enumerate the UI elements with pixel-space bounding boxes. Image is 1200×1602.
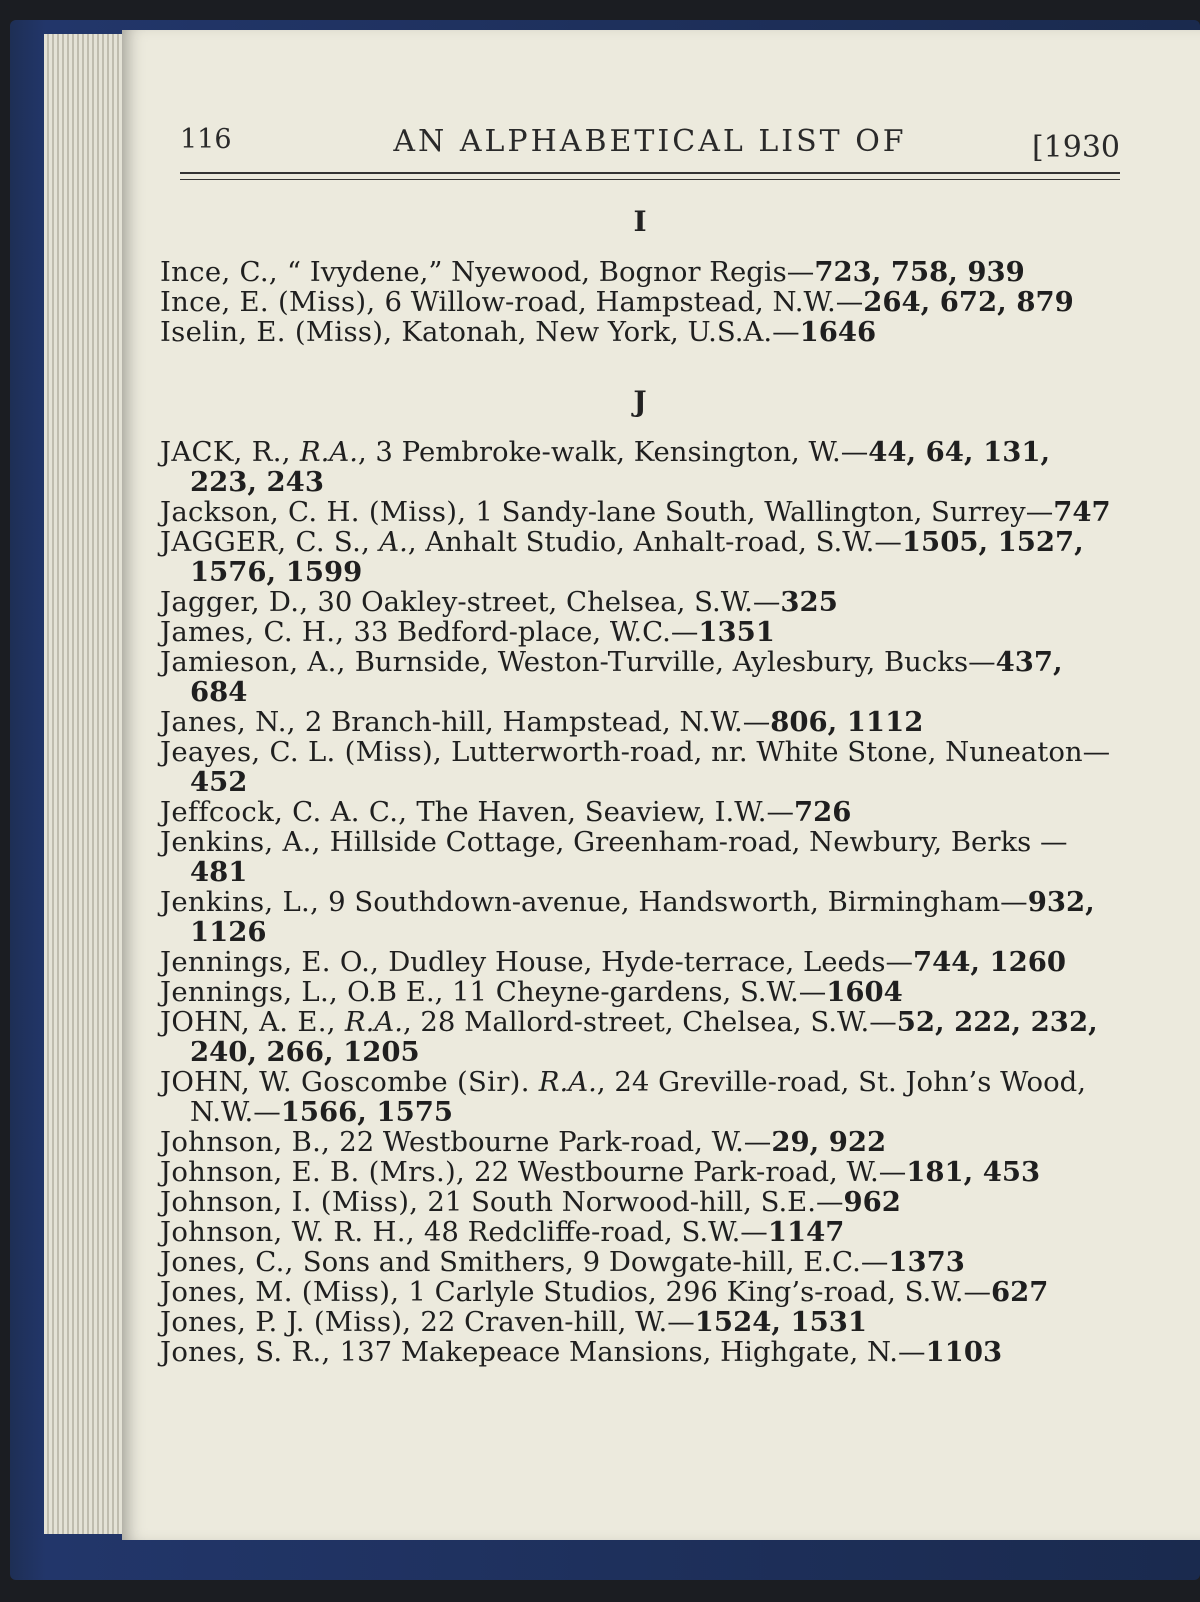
entry-address: O.B E., 11 Cheyne-gardens, S.W.— bbox=[347, 976, 827, 1008]
entry-address: Katonah, New York, U.S.A.— bbox=[401, 316, 800, 348]
entry-name: Ince, E. (Miss), bbox=[160, 286, 385, 318]
list-entry bbox=[160, 737, 1120, 797]
entry-address: 22 Craven-hill, W.— bbox=[420, 1306, 695, 1338]
entry-name: Jeayes, C. L. (Miss), bbox=[160, 736, 452, 768]
entry-refs: 747 bbox=[1053, 496, 1111, 528]
entry-list bbox=[160, 257, 1120, 347]
entry-name: Ince, C., bbox=[160, 256, 288, 288]
entry-refs: 744, 1260 bbox=[912, 946, 1067, 978]
entry-title: R.A. bbox=[538, 1066, 597, 1098]
entry-name: Jennings, L., bbox=[160, 976, 348, 1008]
entry-refs: 1147 bbox=[767, 1216, 845, 1248]
page-edges bbox=[44, 34, 130, 1534]
entry-address: 1 Sandy-lane South, Wallington, Surrey— bbox=[475, 496, 1054, 528]
entry-address: 21 South Norwood-hill, S.E.— bbox=[427, 1186, 844, 1218]
entry-name: JOHN, A. E., bbox=[160, 1006, 345, 1038]
list-entry bbox=[160, 887, 1120, 947]
entry-name: Jagger, D., bbox=[160, 586, 318, 618]
entry-name: JOHN, W. Goscombe (Sir). bbox=[160, 1066, 539, 1098]
section-letter: I bbox=[633, 205, 647, 238]
entry-address: 48 Redcliffe-road, S.W.— bbox=[423, 1216, 768, 1248]
list-entry bbox=[160, 1187, 1120, 1217]
entry-address: , 24 Greville-road, St. John’s Wood, N.W.— bbox=[190, 1066, 1086, 1128]
entry-title: A. bbox=[379, 526, 408, 558]
entry-name: Janes, N., bbox=[160, 706, 305, 738]
entry-name: Jones, S. R., bbox=[160, 1336, 340, 1368]
entry-name: Jenkins, L., bbox=[160, 886, 329, 918]
entry-refs: 726 bbox=[793, 796, 852, 828]
list-entry bbox=[160, 647, 1120, 707]
entry-name: Johnson, W. R. H., bbox=[160, 1216, 424, 1248]
entry-address: 137 Makepeace Mansions, Highgate, N.— bbox=[339, 1336, 926, 1368]
entry-name: James, C. H., bbox=[160, 616, 354, 648]
entry-refs: 1524, 1531 bbox=[694, 1306, 868, 1338]
entry-refs: 1351 bbox=[698, 616, 775, 648]
list-entry bbox=[160, 287, 1120, 317]
entry-name: Johnson, B., bbox=[160, 1126, 340, 1158]
entry-address: The Haven, Seaview, I.W.— bbox=[416, 796, 794, 828]
list-entry bbox=[160, 947, 1120, 977]
entry-name: Johnson, E. B. (Mrs.), bbox=[160, 1156, 475, 1188]
section-j bbox=[160, 385, 1120, 1367]
list-entry bbox=[160, 527, 1120, 587]
entry-name: Jamieson, A., bbox=[160, 646, 355, 678]
entry-refs: 962 bbox=[843, 1186, 901, 1218]
list-entry bbox=[160, 1217, 1120, 1247]
entry-refs: 1373 bbox=[888, 1246, 965, 1278]
entry-refs: 29, 922 bbox=[771, 1126, 887, 1158]
list-entry bbox=[160, 587, 1120, 617]
entry-refs: 264, 672, 879 bbox=[863, 286, 1074, 318]
entry-name: Jackson, C. H. (Miss), bbox=[160, 496, 476, 528]
entry-address: “ Ivydene,” Nyewood, Bognor Regis— bbox=[287, 256, 815, 288]
entry-name: Johnson, I. (Miss), bbox=[160, 1186, 428, 1218]
list-entry bbox=[160, 1277, 1120, 1307]
entry-name: Iselin, E. (Miss), bbox=[160, 316, 402, 348]
running-header bbox=[180, 120, 1120, 165]
entry-address: 30 Oakley-street, Chelsea, S.W.— bbox=[317, 586, 781, 618]
entry-name: Jones, P. J. (Miss), bbox=[160, 1306, 421, 1338]
entry-refs: 1604 bbox=[826, 976, 903, 1008]
entry-title: R.A. bbox=[344, 1006, 403, 1038]
page-number: 116 bbox=[180, 124, 232, 155]
entry-refs: 723, 758, 939 bbox=[814, 256, 1025, 288]
entry-refs: 44, 64, 131, 223, 243 bbox=[190, 436, 1051, 498]
entry-address: 1 Carlyle Studios, 296 King’s-road, S.W.— bbox=[408, 1276, 991, 1308]
list-entry bbox=[160, 797, 1120, 827]
entry-address: 33 Bedford-place, W.C.— bbox=[353, 616, 699, 648]
section-i bbox=[160, 205, 1120, 347]
entry-name: Jeffcock, C. A. C., bbox=[160, 796, 417, 828]
entry-address: 22 Westbourne Park-road, W.— bbox=[474, 1156, 907, 1188]
entry-address: 22 Westbourne Park-road, W.— bbox=[339, 1126, 772, 1158]
entry-name: Jones, C., bbox=[160, 1246, 303, 1278]
list-entry bbox=[160, 1247, 1120, 1277]
list-entry bbox=[160, 1307, 1120, 1337]
list-entry bbox=[160, 1067, 1120, 1127]
header-rule bbox=[180, 172, 1120, 180]
section-letter: J bbox=[633, 385, 647, 418]
running-title: AN ALPHABETICAL LIST OF bbox=[393, 124, 907, 159]
entry-address: 2 Branch-hill, Hampstead, N.W.— bbox=[304, 706, 771, 738]
entry-address: Hillside Cottage, Greenham-road, Newbury, Berks — bbox=[329, 826, 1068, 858]
entry-refs: 1505, 1527, 1576, 1599 bbox=[190, 526, 1084, 588]
list-entry bbox=[160, 1337, 1120, 1367]
entry-address: Burnside, Weston-Turville, Aylesbury, Bucks— bbox=[354, 646, 996, 678]
entry-refs: 806, 1112 bbox=[770, 706, 924, 738]
entry-refs: 1646 bbox=[799, 316, 877, 348]
entry-refs: 437, 684 bbox=[190, 646, 1063, 708]
entry-address: Lutterworth-road, nr. White Stone, Nuneaton— bbox=[451, 736, 1111, 768]
entry-address: Sons and Smithers, 9 Dowgate-hill, E.C.— bbox=[302, 1246, 889, 1278]
entry-name: Jones, M. (Miss), bbox=[160, 1276, 409, 1308]
list-entry bbox=[160, 257, 1120, 287]
entry-refs: 1566, 1575 bbox=[280, 1096, 453, 1128]
list-entry bbox=[160, 1127, 1120, 1157]
entry-name: Jenkins, A., bbox=[160, 826, 330, 858]
entry-title: R.A. bbox=[299, 436, 358, 468]
list-entry bbox=[160, 437, 1120, 497]
entry-refs: 627 bbox=[990, 1276, 1049, 1308]
list-entry bbox=[160, 1007, 1120, 1067]
entry-refs: 181, 453 bbox=[906, 1156, 1041, 1188]
entry-address: 6 Willow-road, Hampstead, N.W.— bbox=[384, 286, 864, 318]
list-entry bbox=[160, 707, 1120, 737]
list-entry bbox=[160, 497, 1120, 527]
entry-address: , Anhalt Studio, Anhalt-road, S.W.— bbox=[407, 526, 902, 558]
header-year: [1930 bbox=[1031, 130, 1120, 165]
entry-address: , 28 Mallord-street, Chelsea, S.W.— bbox=[402, 1006, 897, 1038]
entry-refs: 325 bbox=[780, 586, 838, 618]
entry-name: JACK, R., bbox=[160, 436, 300, 468]
entry-refs: 481 bbox=[190, 856, 248, 888]
list-entry bbox=[160, 317, 1120, 347]
list-entry bbox=[160, 977, 1120, 1007]
entry-list bbox=[160, 437, 1120, 1367]
entry-refs: 1103 bbox=[925, 1336, 1003, 1368]
list-entry bbox=[160, 1157, 1120, 1187]
entry-refs: 932, 1126 bbox=[190, 886, 1095, 948]
entry-address: Dudley House, Hyde-terrace, Leeds— bbox=[388, 946, 913, 978]
entry-refs: 52, 222, 232, 240, 266, 1205 bbox=[190, 1006, 1098, 1068]
entry-address: 9 Southdown-avenue, Handsworth, Birmingham— bbox=[328, 886, 1028, 918]
entry-refs: 452 bbox=[190, 766, 248, 798]
list-entry bbox=[160, 617, 1120, 647]
entry-name: Jennings, E. O., bbox=[160, 946, 389, 978]
entry-address: , 3 Pembroke-walk, Kensington, W.— bbox=[357, 436, 869, 468]
entry-name: JAGGER, C. S., bbox=[160, 526, 380, 558]
list-entry bbox=[160, 827, 1120, 887]
